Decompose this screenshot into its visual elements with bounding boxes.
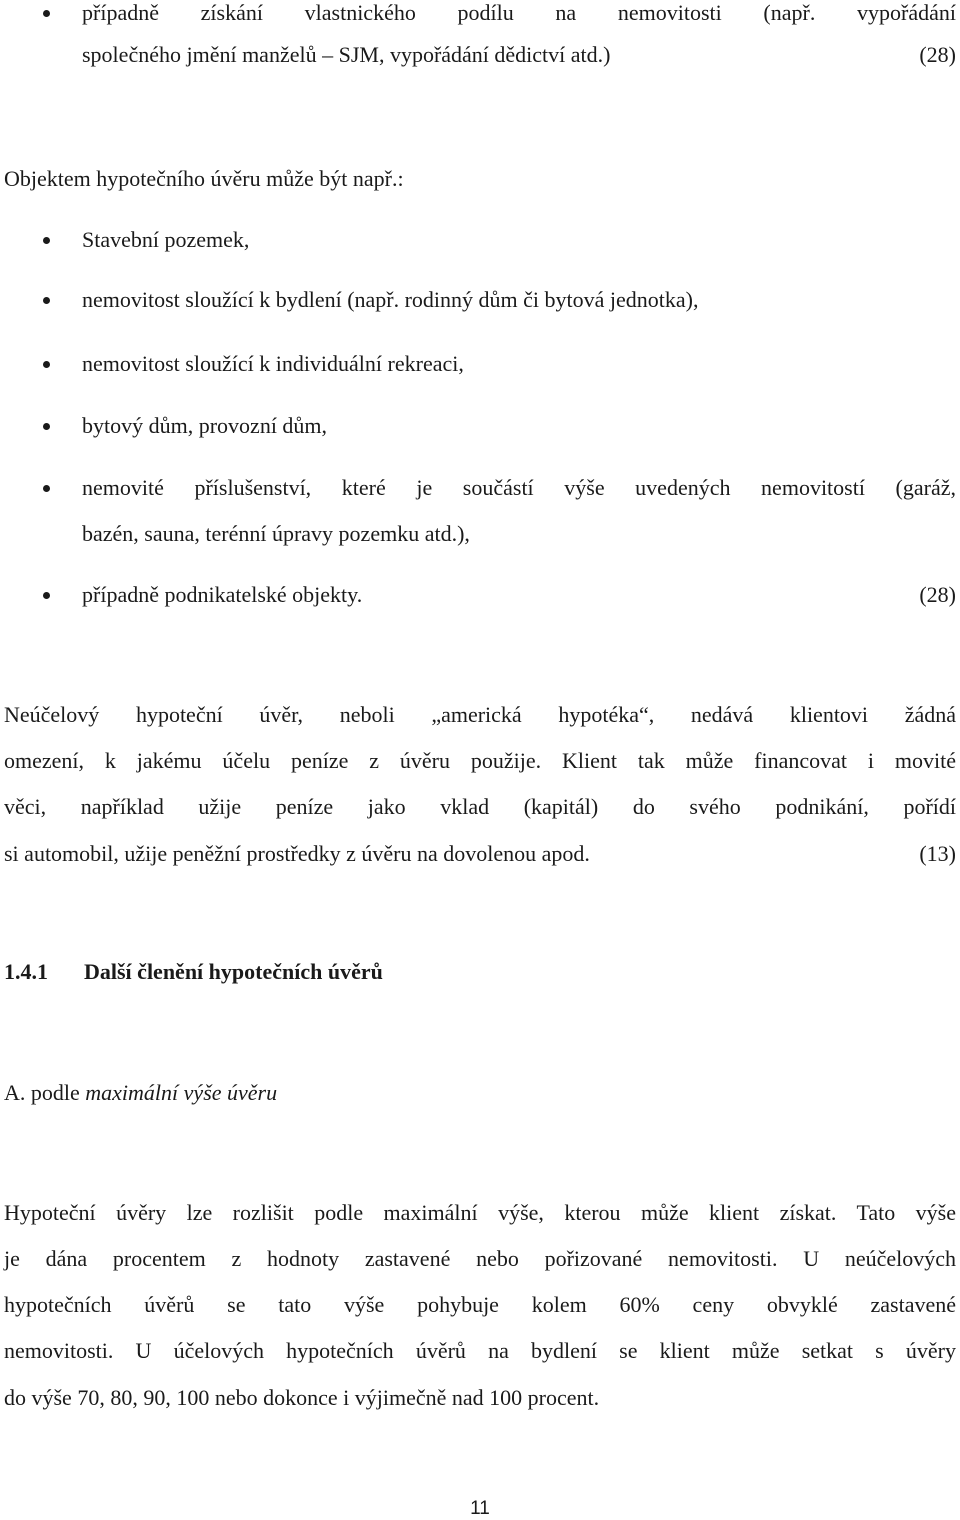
subsection-letter: A. — [4, 1080, 26, 1105]
paragraph-line: Neúčelový hypoteční úvěr, neboli „americká hypotéka“, nedává klientovi žádná — [4, 702, 956, 727]
list-item: nemovitost sloužící k bydlení (např. rodinný dům či bytová jednotka), — [82, 287, 699, 312]
paragraph-line: do výše 70, 80, 90, 100 nebo dokonce i výjimečně nad 100 procent. — [4, 1385, 600, 1410]
citation-ref: (13) — [919, 841, 956, 866]
section-title: Další členění hypotečních úvěrů — [84, 959, 383, 984]
section-heading — [4, 958, 956, 986]
paragraph-line: hypotečních úvěrů se tato výše pohybuje kolem 60% ceny obvyklé zastavené — [4, 1292, 956, 1317]
paragraph-line: je dána procentem z hodnoty zastavené nebo pořizované nemovitosti. U neúčelových — [4, 1246, 956, 1271]
bullet-dot — [43, 485, 50, 492]
paragraph-line: nemovitosti. U účelových hypotečních úvěrů na bydlení se klient může setkat s úvěry — [4, 1338, 956, 1363]
bullet-dot — [43, 237, 50, 244]
bullet-dot — [43, 592, 50, 599]
bullet-dot — [43, 10, 50, 17]
list-item: Stavební pozemek, — [82, 227, 250, 252]
subsection-italic: maximální výše úvěru — [85, 1080, 278, 1105]
bullet-item-text: společného jmění manželů – SJM, vypořádání dědictví atd.) — [82, 42, 611, 67]
page-number: 11 — [470, 1498, 490, 1519]
list-item: případně podnikatelské objekty. — [82, 582, 363, 607]
citation-ref: (28) — [919, 582, 956, 607]
list-item: nemovité příslušenství, které je součástí výše uvedených nemovitostí (garáž, — [82, 475, 956, 500]
subsection-prefix: podle — [30, 1080, 80, 1105]
list-item: nemovitost sloužící k individuální rekreaci, — [82, 351, 464, 376]
list-item: bytový dům, provozní dům, — [82, 413, 328, 438]
citation-ref: (28) — [919, 42, 956, 67]
subsection-heading — [4, 1079, 956, 1107]
list-item-continuation: bazén, sauna, terénní úpravy pozemku atd.), — [82, 521, 470, 546]
bullet-dot — [43, 423, 50, 430]
paragraph-line: omezení, k jakému účelu peníze z úvěru použije. Klient tak může financovat i movité — [4, 748, 956, 773]
bullet-dot — [43, 297, 50, 304]
paragraph-line: věci, například užije peníze jako vklad (kapitál) do svého podnikání, pořídí — [4, 794, 956, 819]
intro-text: Objektem hypotečního úvěru může být např.: — [4, 166, 404, 191]
bullet-dot — [43, 361, 50, 368]
section-number: 1.4.1 — [4, 959, 48, 984]
paragraph-line: si automobil, užije peněžní prostředky z úvěru na dovolenou apod. — [4, 841, 590, 866]
bullet-item-text: případně získání vlastnického podílu na nemovitosti (např. vypořádání — [82, 0, 956, 25]
paragraph-line: Hypoteční úvěry lze rozlišit podle maximální výše, kterou může klient získat. Tato výše — [4, 1200, 956, 1225]
